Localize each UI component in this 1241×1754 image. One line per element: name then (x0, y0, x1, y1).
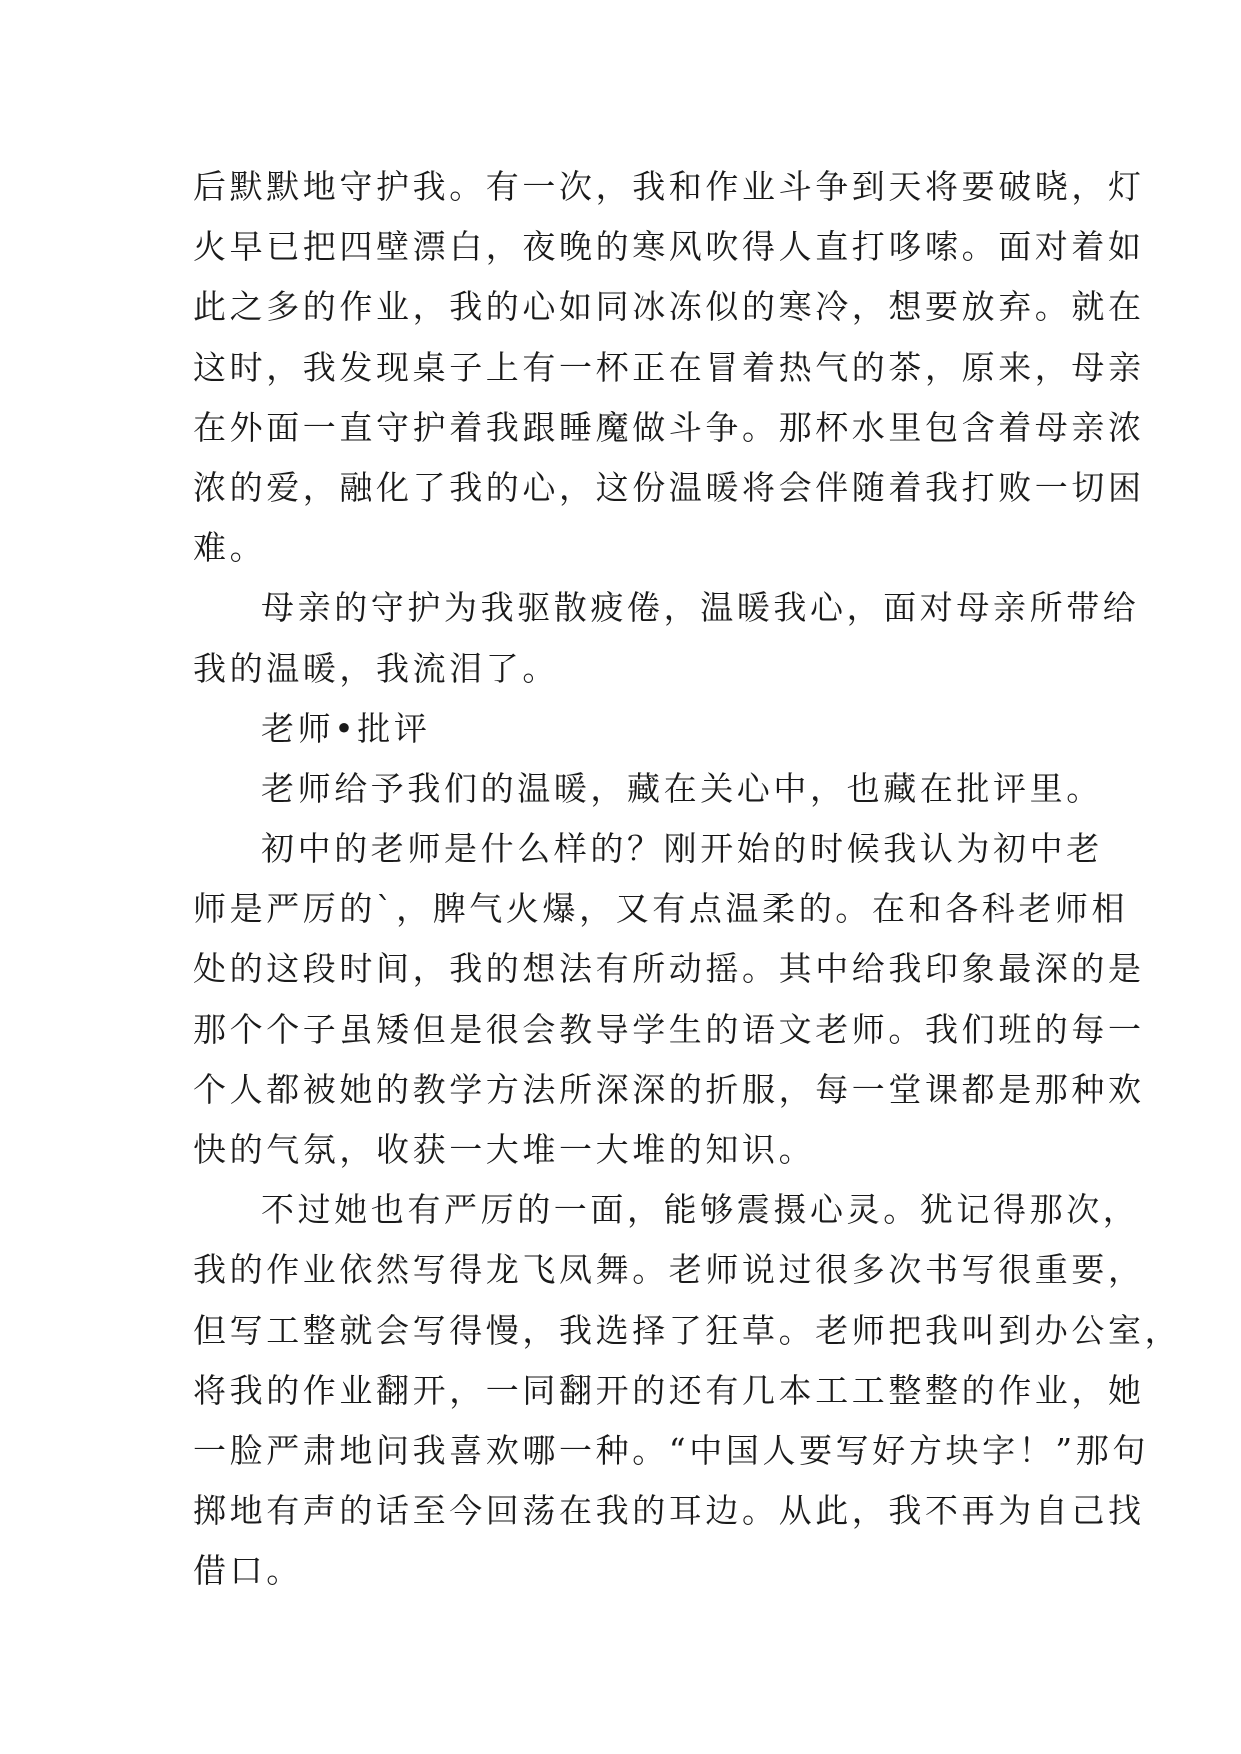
text-line: 但写工整就会写得慢，我选择了狂草。老师把我叫到办公室， (193, 1310, 1182, 1350)
text-line: 借口。 (193, 1551, 303, 1591)
paragraph-first-line: 母亲的守护为我驱散疲倦，温暖我心，面对母亲所带给 (261, 588, 1140, 628)
text-line: 一脸严肃地问我喜欢哪一种。“中国人要写好方块字！”那句 (193, 1430, 1149, 1470)
paragraph-first-line: 初中的老师是什么样的？刚开始的时候我认为初中老 (261, 829, 1103, 869)
text-line: 此之多的作业，我的心如同冰冻似的寒冷，想要放弃。就在 (193, 287, 1145, 327)
text-line: 这时，我发现桌子上有一杯正在冒着热气的茶，原来，母亲 (193, 347, 1145, 387)
text-line: 我的温暖，我流泪了。 (193, 648, 559, 688)
section-heading: 老师•批评 (261, 708, 431, 748)
text-line: 那个个子虽矮但是很会教导学生的语文老师。我们班的每一 (193, 1009, 1145, 1049)
document-body (193, 157, 1182, 1602)
text-line: 火早已把四壁漂白，夜晚的寒风吹得人直打哆嗦。面对着如 (193, 227, 1145, 267)
text-line: 师是严厉的`，脾气火爆，又有点温柔的。在和各科老师相 (193, 889, 1129, 929)
text-line: 在外面一直守护着我跟睡魔做斗争。那杯水里包含着母亲浓 (193, 407, 1145, 447)
text-line: 快的气氛，收获一大堆一大堆的知识。 (193, 1130, 816, 1169)
text-line: 难。 (193, 528, 267, 568)
text-line: 将我的作业翻开，一同翻开的还有几本工工整整的作业，她 (193, 1370, 1145, 1410)
text-line: 处的这段时间，我的想法有所动摇。其中给我印象最深的是 (193, 949, 1145, 989)
text-line: 个人都被她的教学方法所深深的折服，每一堂课都是那种欢 (193, 1069, 1145, 1109)
text-line: 掷地有声的话至今回荡在我的耳边。从此，我不再为自己找 (193, 1491, 1145, 1531)
paragraph-first-line: 不过她也有严厉的一面，能够震摄心灵。犹记得那次， (261, 1190, 1140, 1230)
paragraph-first-line: 老师给予我们的温暖，藏在关心中，也藏在批评里。 (261, 768, 1103, 808)
text-line: 后默默地守护我。有一次，我和作业斗争到天将要破晓，灯 (193, 167, 1145, 206)
text-line: 浓的爱，融化了我的心，这份温暖将会伴随着我打败一切困 (193, 467, 1145, 507)
text-line: 我的作业依然写得龙飞凤舞。老师说过很多次书写很重要， (193, 1250, 1145, 1290)
